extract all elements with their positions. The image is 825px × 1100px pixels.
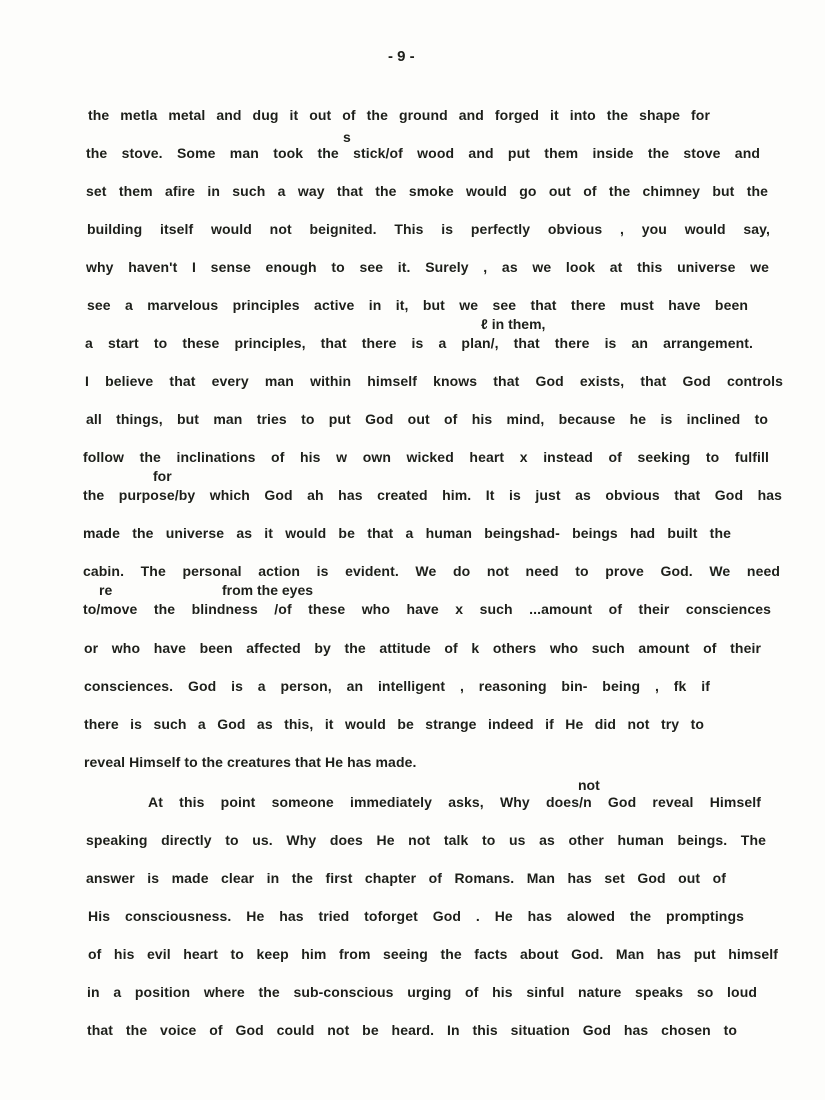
text-line: see a marvelous principles active in it, but we see that there must have been [87,297,748,313]
text-line: His consciousness. He has tried toforget God . He has alowed the promptings [88,908,744,924]
text-line: of his evil heart to keep him from seeing the facts about God. Man has put himself [88,946,778,962]
text-line: cabin. The personal action is evident. We do not need to prove God. We need [83,563,780,579]
text-line: follow the inclinations of his w own wicked heart x instead of seeking to fulfill [83,449,769,465]
text-line: all things, but man tries to put God out of his mind, because he is inclined to [86,411,768,427]
text-line: the metla metal and dug it out of the ground and forged it into the shape for [88,107,710,123]
text-line: speaking directly to us. Why does He not talk to us as other human beings. The [86,832,766,848]
text-line: building itself would not beignited. This is perfectly obvious , you would say, [87,221,770,237]
insertion: for [153,468,172,484]
page-number: - 9 - [388,48,415,65]
insertion: not [578,777,600,793]
text-line: the purpose/by which God ah has created him. It is just as obvious that God has [83,487,782,503]
text-line: consciences. God is a person, an intelligent , reasoning bin- being , fk if [84,678,710,694]
text-line: made the universe as it would be that a human beingshad- beings had built the [83,525,731,541]
insertion: from the eyes [222,582,314,598]
text-line: to/move the blindness /of these who have x such ...amount of their consciences [83,601,771,617]
text-line: I believe that every man within himself knows that God exists, that God controls [85,373,783,389]
text-line: in a position where the sub-conscious urging of his sinful nature speaks so loud [87,984,757,1000]
text-line: that the voice of God could not be heard. In this situation God has chosen to [87,1022,737,1038]
text-line: At this point someone immediately asks, Why does/n God reveal Himself [148,794,761,810]
insertion: ℓ in them, [481,316,546,332]
text-line: there is such a God as this, it would be strange indeed if He did not try to [84,716,704,732]
text-line: answer is made clear in the first chapter of Romans. Man has set God out of [86,870,726,886]
insertion: re [99,582,113,598]
text-line: the stove. Some man took the stick/of wood and put them inside the stove and [86,145,760,161]
text-line: set them afire in such a way that the smoke would go out of the chimney but the [86,183,768,199]
text-line: reveal Himself to the creatures that He has made. [84,754,417,770]
text-line: or who have been affected by the attitude of k others who such amount of their [84,640,761,656]
text-line: why haven't I sense enough to see it. Surely , as we look at this universe we [86,259,769,275]
text-line: a start to these principles, that there is a plan/, that there is an arrangement. [85,335,753,351]
insertion: s [343,129,351,145]
